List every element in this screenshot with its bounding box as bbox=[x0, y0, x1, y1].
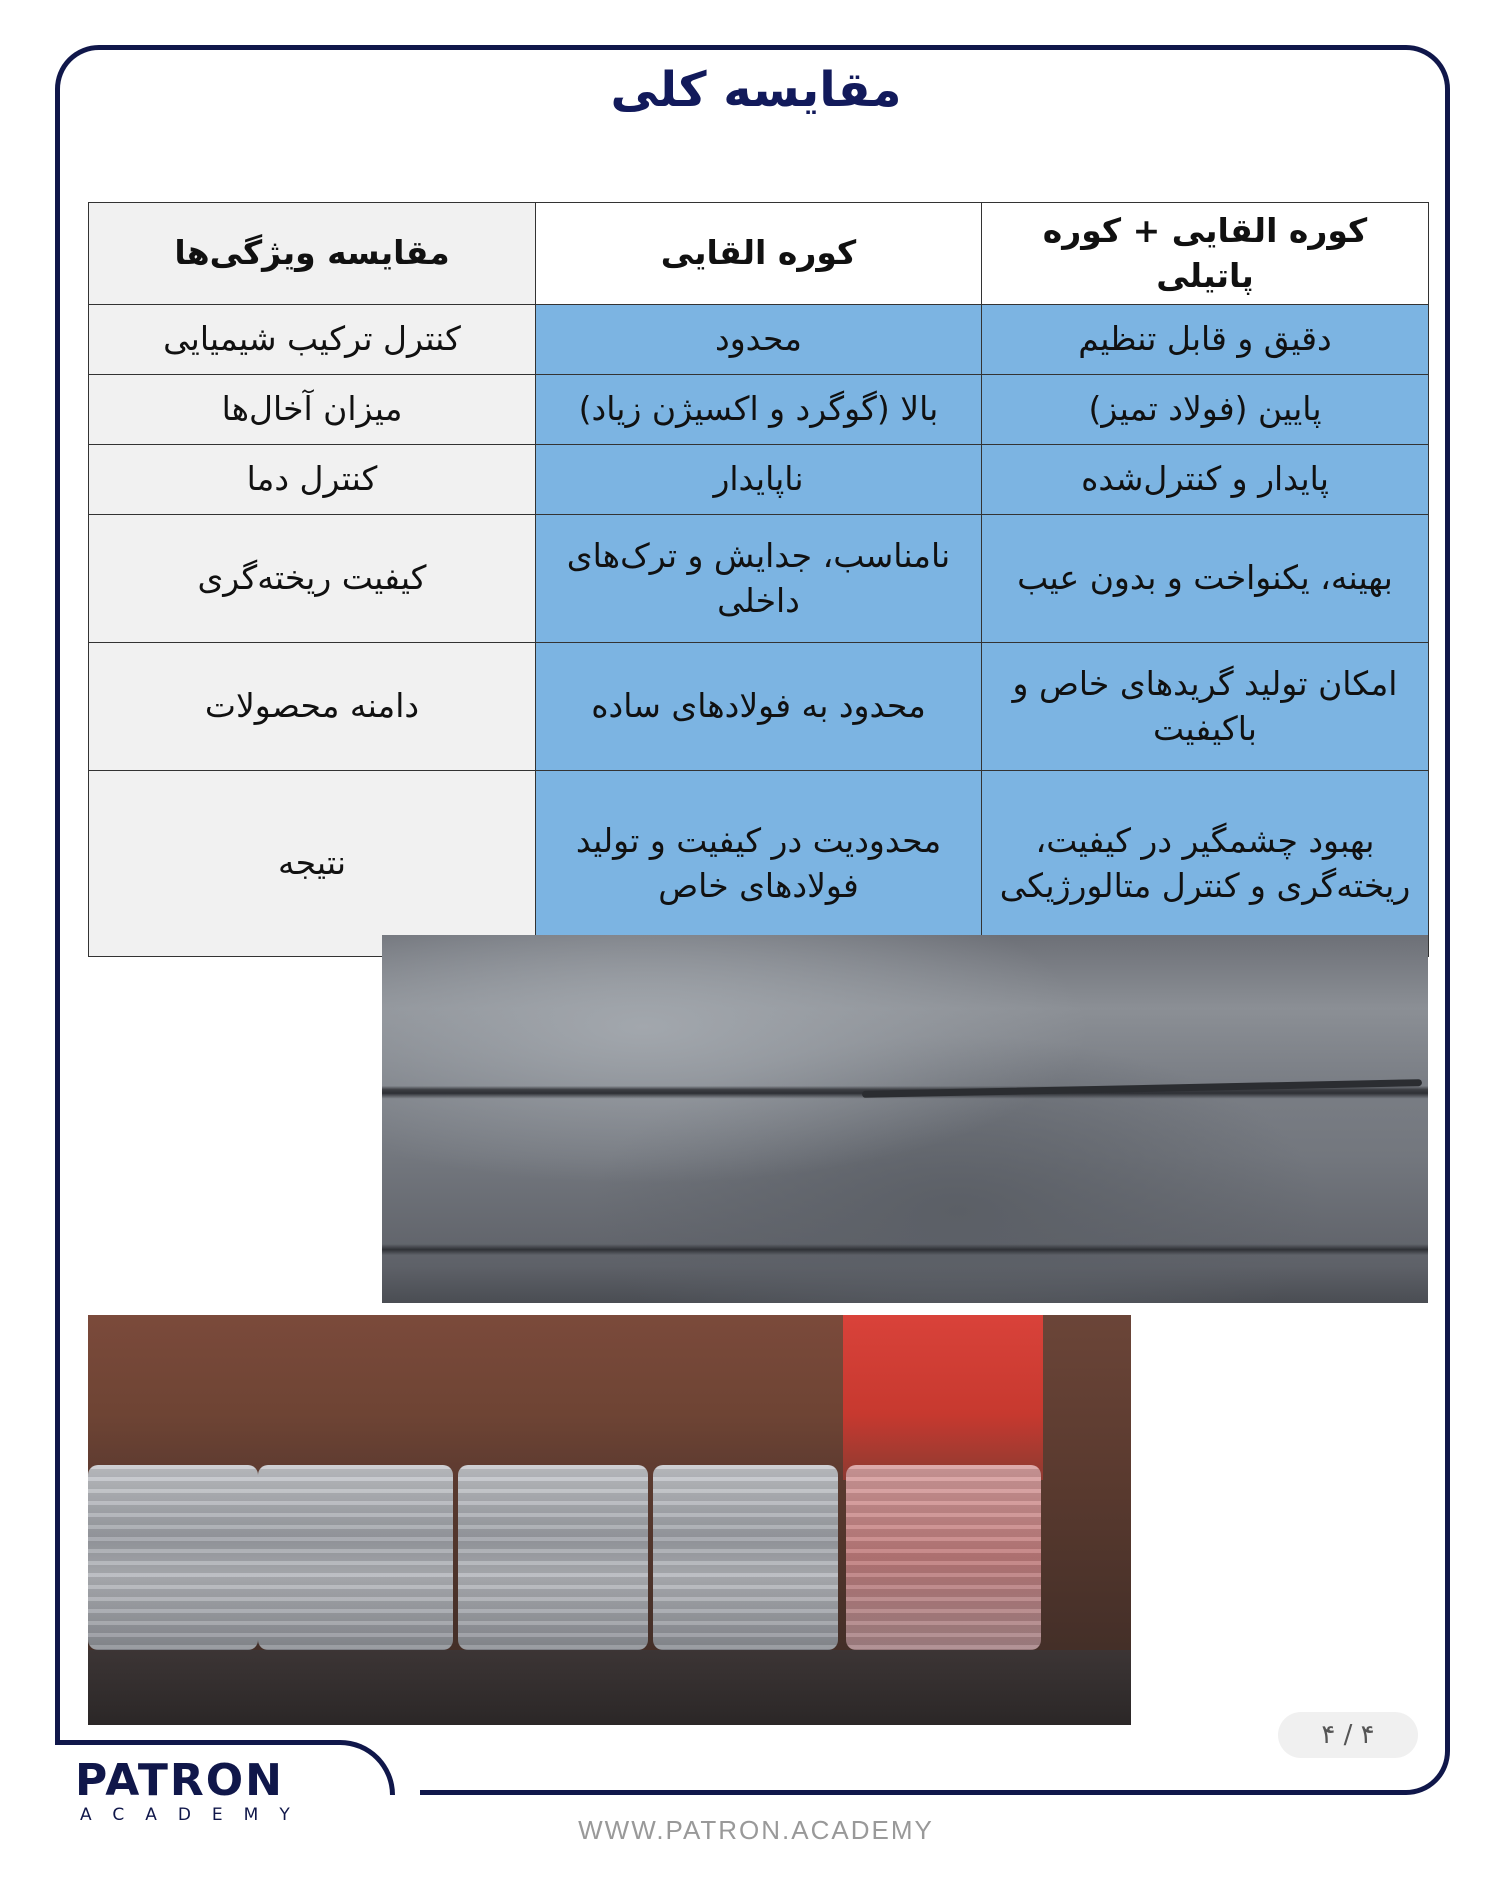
comparison-table bbox=[88, 202, 1429, 957]
page-title: مقایسه کلی bbox=[610, 62, 902, 118]
table-cell: دقیق و قابل تنظیم bbox=[982, 305, 1429, 375]
table-cell: پایین (فولاد تمیز) bbox=[982, 375, 1429, 445]
logo-subtitle: ACADEMY bbox=[80, 1805, 311, 1825]
table-row bbox=[89, 305, 1429, 375]
table-cell: ناپایدار bbox=[536, 445, 982, 515]
table-cell: میزان آخال‌ها bbox=[89, 375, 536, 445]
table-cell: پایدار و کنترل‌شده bbox=[982, 445, 1429, 515]
table-cell: محدود bbox=[536, 305, 982, 375]
table-cell: نامناسب، جدایش و ترک‌های داخلی bbox=[536, 515, 982, 643]
table-cell: امکان تولید گریدهای خاص و باکیفیت bbox=[982, 643, 1429, 771]
table-cell: محدود به فولادهای ساده bbox=[536, 643, 982, 771]
logo-text: PATRON bbox=[75, 1755, 284, 1806]
billet-ends-photo bbox=[88, 1315, 1131, 1725]
table-cell: بالا (گوگرد و اکسیژن زیاد) bbox=[536, 375, 982, 445]
table-cell: محدودیت در کیفیت و تولید فولادهای خاص bbox=[536, 771, 982, 957]
table-cell: کنترل دما bbox=[89, 445, 536, 515]
table-cell: دامنه محصولات bbox=[89, 643, 536, 771]
table-row bbox=[89, 515, 1429, 643]
billet-end-hot bbox=[846, 1465, 1041, 1650]
cracked-billet-photo bbox=[382, 935, 1428, 1303]
billet-end bbox=[653, 1465, 838, 1650]
header-induction: کوره القایی bbox=[536, 203, 982, 305]
table-header-row bbox=[89, 203, 1429, 305]
billet-end bbox=[258, 1465, 453, 1650]
table-row bbox=[89, 375, 1429, 445]
patron-logo bbox=[75, 1755, 284, 1806]
table-cell: بهینه، یکنواخت و بدون عیب bbox=[982, 515, 1429, 643]
table-cell: بهبود چشمگیر در کیفیت، ریخته‌گری و کنترل متالورژیکی bbox=[982, 771, 1429, 957]
table-cell: کیفیت ریخته‌گری bbox=[89, 515, 536, 643]
header-feature: مقایسه ویژگی‌ها bbox=[89, 203, 536, 305]
table-row bbox=[89, 771, 1429, 957]
page-number: ۴ / ۴ bbox=[1278, 1712, 1418, 1758]
table-cell: نتیجه bbox=[89, 771, 536, 957]
billet-end bbox=[458, 1465, 648, 1650]
table-cell: کنترل ترکیب شیمیایی bbox=[89, 305, 536, 375]
table-row bbox=[89, 445, 1429, 515]
billet-end bbox=[88, 1465, 258, 1650]
website-url: WWW.PATRON.ACADEMY bbox=[578, 1815, 934, 1845]
header-induction-ladle: کوره القایی + کوره پاتیلی bbox=[982, 203, 1429, 305]
crack-line bbox=[862, 1079, 1422, 1098]
table-row bbox=[89, 643, 1429, 771]
